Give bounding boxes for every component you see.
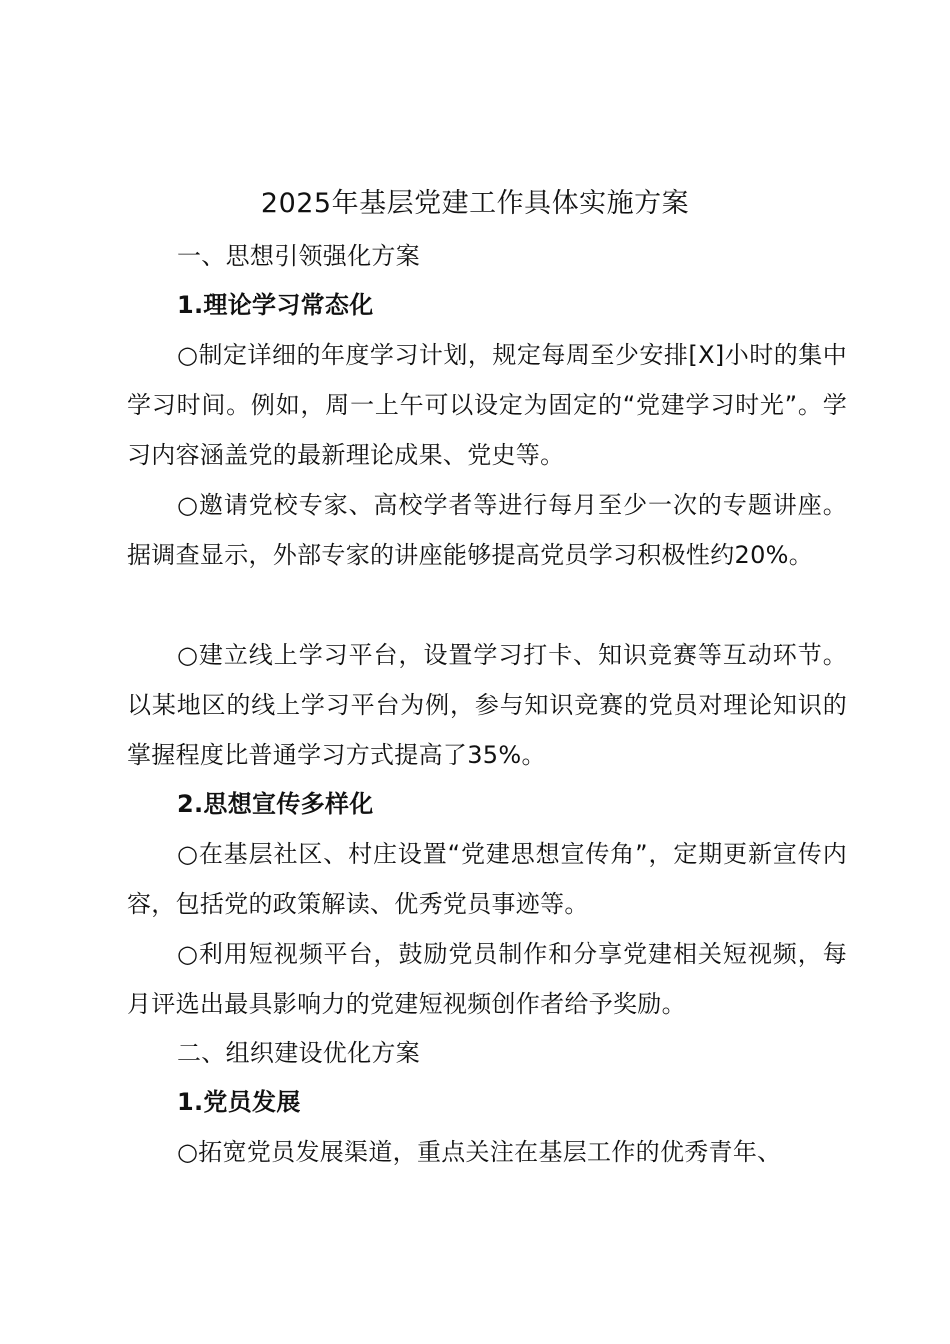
paragraph-short-video: ○利用短视频平台，鼓励党员制作和分享党建相关短视频，每月评选出最具影响力的党建短视频创作者给予奖励。 xyxy=(127,940,847,1018)
paragraph-propaganda-corner: ○在基层社区、村庄设置“党建思想宣传角”，定期更新宣传内容，包括党的政策解读、优秀党员事迹等。 xyxy=(127,840,847,918)
document-title: 2025年基层党建工作具体实施方案 xyxy=(260,188,690,219)
subsection-1-2-heading: 2.思想宣传多样化 xyxy=(177,790,374,818)
paragraph-study-plan: ○制定详细的年度学习计划，规定每周至少安排[X]小时的集中学习时间。例如，周一上午可以设定为固定的“党建学习时光”。学习内容涵盖党的最新理论成果、党史等。 xyxy=(127,341,847,469)
subsection-1-1-heading: 1.理论学习常态化 xyxy=(177,291,374,319)
subsection-2-1-heading: 1.党员发展 xyxy=(177,1088,301,1116)
paragraph-member-development: ○拓宽党员发展渠道，重点关注在基层工作的优秀青年、 xyxy=(177,1138,782,1166)
paragraph-expert-lectures: ○邀请党校专家、高校学者等进行每月至少一次的专题讲座。据调查显示，外部专家的讲座能够提高党员学习积极性约20%。 xyxy=(127,491,847,569)
section-1-heading: 一、思想引领强化方案 xyxy=(177,242,420,270)
section-2-heading: 二、组织建设优化方案 xyxy=(177,1039,420,1067)
paragraph-online-platform: ○建立线上学习平台，设置学习打卡、知识竞赛等互动环节。以某地区的线上学习平台为例，参与知识竞赛的党员对理论知识的掌握程度比普通学习方式提高了35%。 xyxy=(127,641,847,769)
